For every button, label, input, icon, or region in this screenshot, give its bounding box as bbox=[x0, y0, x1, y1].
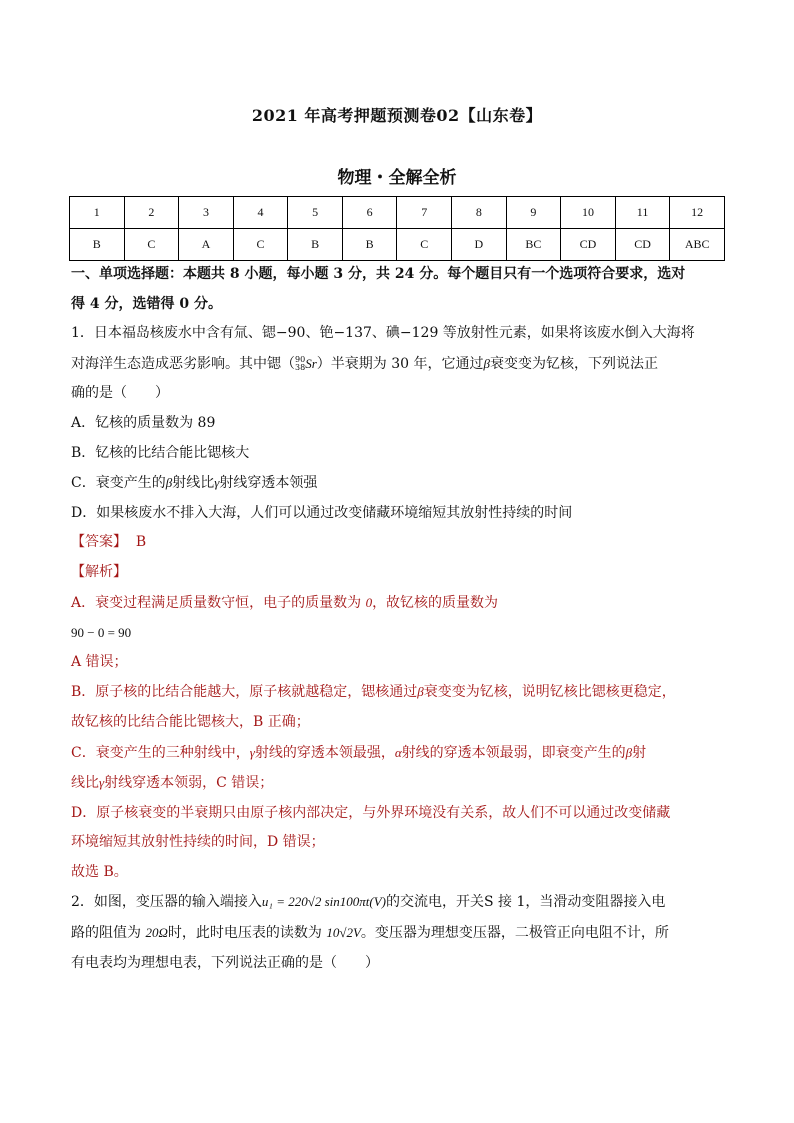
question-number-cell: 9 bbox=[506, 197, 561, 229]
answer-cell: ABC bbox=[670, 229, 725, 261]
question-number-cell: 7 bbox=[397, 197, 452, 229]
question-number-cell: 12 bbox=[670, 197, 725, 229]
answer-cell: C bbox=[124, 229, 179, 261]
question-number-cell: 1 bbox=[70, 197, 125, 229]
question-number-cell: 4 bbox=[233, 197, 288, 229]
q1-explain-a-result: A 错误； bbox=[71, 653, 128, 670]
q1-equation: 90 − 0 = 90 bbox=[71, 625, 132, 641]
question-number-cell: 5 bbox=[288, 197, 343, 229]
answer-table bbox=[69, 196, 725, 261]
q1-explain-d: D．原子核衰变的半衰期只由原子核内部决定，与外界环境没有关系，故人们不可以通过改变储藏 bbox=[71, 804, 671, 821]
question-number-cell: 11 bbox=[615, 197, 670, 229]
q2-stem-line: 有电表均为理想电表，下列说法正确的是（ ） bbox=[71, 954, 379, 971]
isotope-notation: 90 38 bbox=[295, 354, 306, 372]
answer-cell: BC bbox=[506, 229, 561, 261]
q2-stem-line: 2．如图，变压器的输入端接入u₁ = 220√2 sin100πt(V)的交流电，开关S 接 1，当滑动变阻器接入电 bbox=[71, 894, 666, 911]
answer-cell: B bbox=[288, 229, 343, 261]
q1-explain-c-cont: 线比γ射线穿透本领弱，C 错误； bbox=[71, 775, 274, 792]
q1-explain-a: A．衰变过程满足质量数守恒，电子的质量数为 0，故钇核的质量数为 bbox=[71, 594, 499, 611]
q1-explain-c: C．衰变产生的三种射线中，γ射线的穿透本领最强，α射线的穿透本领最弱，即衰变产生的β射 bbox=[71, 744, 647, 761]
answer-cell: D bbox=[452, 229, 507, 261]
answer-cell: C bbox=[233, 229, 288, 261]
q1-answer: 【答案】 B bbox=[71, 534, 147, 551]
question-number-cell: 6 bbox=[342, 197, 397, 229]
answer-table-answer-row bbox=[70, 229, 725, 261]
page-title: 2021 年高考押题预测卷02【山东卷】 bbox=[251, 106, 543, 125]
section-heading: 一、单项选择题：本题共 8 小题，每小题 3 分，共 24 分。每个题目只有一个选项符合要求，选对 bbox=[71, 266, 686, 282]
q1-analysis-label: 【解析】 bbox=[71, 563, 127, 580]
q1-stem-line: 1．日本福岛核废水中含有氚、锶−90、铯−137、碘−129 等放射性元素，如果将该废水倒入大海将 bbox=[71, 325, 695, 342]
q1-option-d: D．如果核废水不排入大海，人们可以通过改变储藏环境缩短其放射性持续的时间 bbox=[71, 504, 573, 521]
section-heading-cont: 得 4 分，选错得 0 分。 bbox=[71, 295, 222, 312]
question-number-cell: 2 bbox=[124, 197, 179, 229]
q1-stem-line: 确的是（ ） bbox=[71, 385, 169, 402]
q2-stem-line: 路的阻值为 20Ω时，此时电压表的读数为 10√2V。变压器为理想变压器，二极管正向电阻不计，所 bbox=[71, 925, 669, 942]
document-body bbox=[71, 260, 725, 978]
question-number-cell: 8 bbox=[452, 197, 507, 229]
answer-cell: B bbox=[342, 229, 397, 261]
q1-explain-b: B．原子核的比结合能越大，原子核就越稳定，锶核通过β衰变变为钇核，说明钇核比锶核更稳定， bbox=[71, 684, 676, 701]
q1-stem-line: 对海洋生态造成恶劣影响。其中锶（90 38Sr）半衰期为 30 年，它通过β衰变变为钇核，下列说法正 bbox=[71, 354, 658, 372]
q1-explain-b-cont: 故钇核的比结合能比锶核大，B 正确； bbox=[71, 713, 310, 730]
answer-cell: B bbox=[70, 229, 125, 261]
question-number-cell: 3 bbox=[179, 197, 234, 229]
answer-cell: A bbox=[179, 229, 234, 261]
q1-explain-d-cont: 环境缩短其放射性持续的时间，D 错误； bbox=[71, 834, 325, 851]
question-number-cell: 10 bbox=[561, 197, 616, 229]
q1-option-a: A．钇核的质量数为 89 bbox=[71, 414, 216, 431]
answer-cell: CD bbox=[561, 229, 616, 261]
answer-table-number-row bbox=[70, 197, 725, 229]
answer-cell: CD bbox=[615, 229, 670, 261]
q1-option-b: B．钇核的比结合能比锶核大 bbox=[71, 444, 250, 461]
answer-cell: C bbox=[397, 229, 452, 261]
q1-conclusion: 故选 B。 bbox=[71, 863, 128, 880]
page-subtitle: 物理・全解全析 bbox=[337, 168, 457, 188]
q1-option-c: C．衰变产生的β射线比γ射线穿透本领强 bbox=[71, 475, 318, 492]
